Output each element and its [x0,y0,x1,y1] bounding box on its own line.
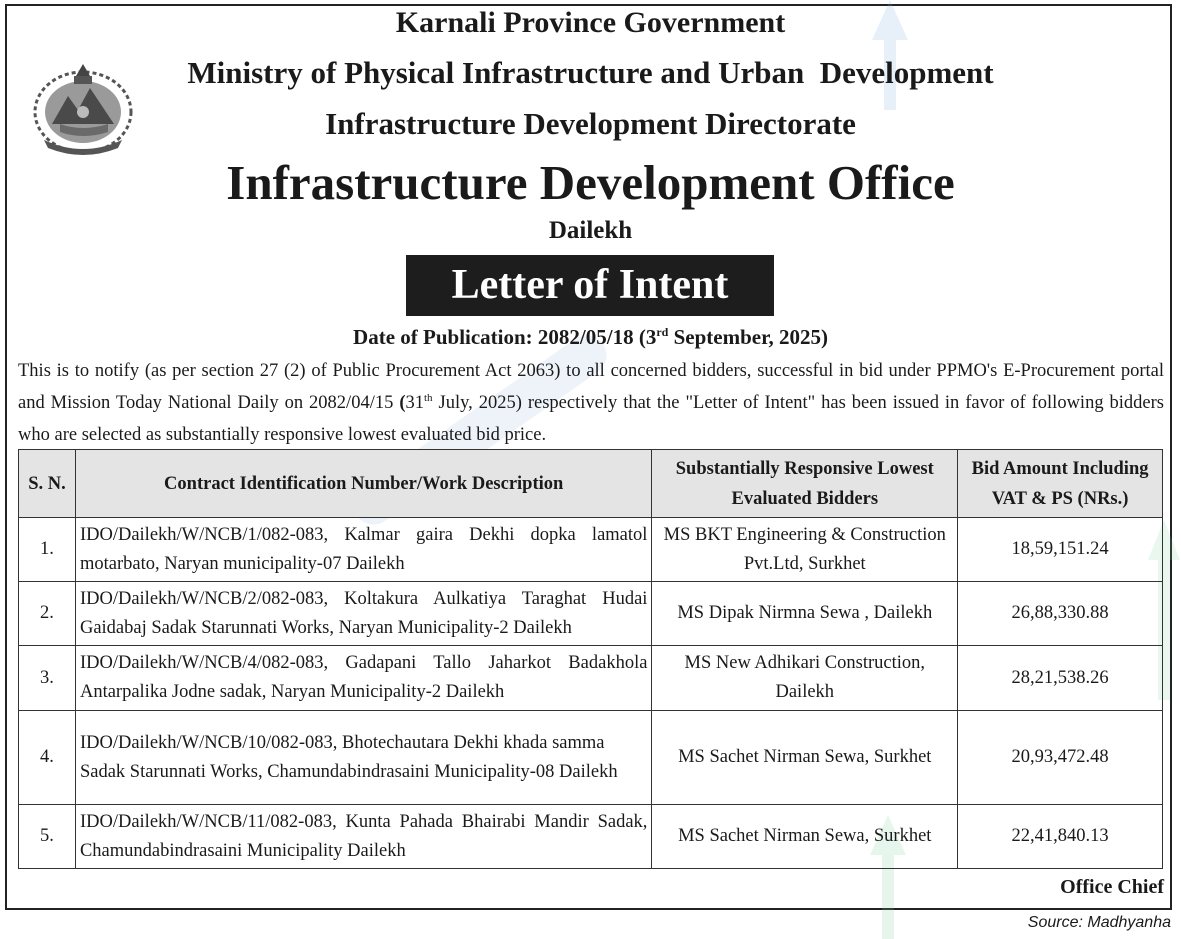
publication-date-start: Date of Publication: 2082/05/18 (3 [353,325,657,349]
notice-paragraph [18,355,1164,451]
notice-bold-paren: ( [399,393,406,413]
notice-text-start: This is to notify (as per section 27 (2) of Public Procurement Act 2063) to all concerned bidders, successful in bid under PPMO's E-Procurement portal and Mission Today National Daily on 2082/04/15 [18,361,1164,413]
row-amount: 26,88,330.88 [958,582,1163,646]
source-credit: Source: Madhyanha [1027,914,1171,931]
table-row [19,805,1163,869]
table-row [19,711,1163,805]
bid-table [18,449,1163,869]
header-description: Contract Identification Number/Work Description [75,450,651,518]
table-row [19,582,1163,646]
row-description: IDO/Dailekh/W/NCB/2/082-083, Koltakura Aulkatiya Taraghat Hudai Gaidabaj Sadak Starunnati Works, Naryan Municipality-2 Dailekh [75,582,651,646]
row-description: IDO/Dailekh/W/NCB/10/082-083, Bhotechautara Dekhi khada samma Sadak Starunnati Works, Chamundabindrasaini Municipality-08 Dailekh [75,711,651,805]
row-sn: 5. [19,805,76,869]
notice-date-suffix: th [423,392,433,404]
row-bidder: MS Sachet Nirman Sewa, Surkhet [652,711,958,805]
signature-office-chief: Office Chief [1060,876,1164,898]
row-sn: 1. [19,518,76,582]
row-amount: 18,59,151.24 [958,518,1163,582]
province-heading: Karnali Province Government [395,6,786,39]
row-bidder: MS Dipak Nirmna Sewa , Dailekh [652,582,958,646]
ministry-heading: Ministry of Physical Infrastructure and Urban Development [187,55,994,90]
publication-date-end: September, 2025) [668,325,828,349]
row-sn: 2. [19,582,76,646]
office-heading: Infrastructure Development Office [226,155,955,210]
publication-date [0,325,1181,350]
row-bidder: MS Sachet Nirman Sewa, Surkhet [652,805,958,869]
row-amount: 20,93,472.48 [958,711,1163,805]
publication-date-suffix: rd [656,325,669,339]
row-bidder: MS BKT Engineering & Construction Pvt.Ltd, Surkhet [652,518,958,582]
row-description: IDO/Dailekh/W/NCB/4/082-083, Gadapani Tallo Jaharkot Badakhola Antarpalika Jodne sadak, Naryan Municipality-2 Dailekh [75,646,651,711]
row-description: IDO/Dailekh/W/NCB/1/082-083, Kalmar gaira Dekhi dopka lamatol motarbato, Naryan municipality-07 Dailekh [75,518,651,582]
row-sn: 4. [19,711,76,805]
directorate-heading: Infrastructure Development Directorate [325,106,856,141]
table-header-row [19,450,1163,518]
row-amount: 28,21,538.26 [958,646,1163,711]
letter-of-intent-banner: Letter of Intent [406,255,774,316]
row-bidder: MS New Adhikari Construction, Dailekh [652,646,958,711]
district-heading: Dailekh [548,217,633,244]
notice-text-end: July, 2025) respectively that the "Letter of Intent" has been issued in favor of following bidders who are selected as substantially responsive lowest evaluated bid price. [18,393,1164,445]
row-sn: 3. [19,646,76,711]
row-description: IDO/Dailekh/W/NCB/11/082-083, Kunta Pahada Bhairabi Mandir Sadak, Chamundabindrasaini Municipality Dailekh [75,805,651,869]
header-amount: Bid Amount Including VAT & PS (NRs.) [958,450,1163,518]
table-row [19,518,1163,582]
header-sn: S. N. [19,450,76,518]
row-amount: 22,41,840.13 [958,805,1163,869]
header-bidder: Substantially Responsive Lowest Evaluated Bidders [652,450,958,518]
table-row [19,646,1163,711]
notice-date-num: 31 [405,393,424,413]
